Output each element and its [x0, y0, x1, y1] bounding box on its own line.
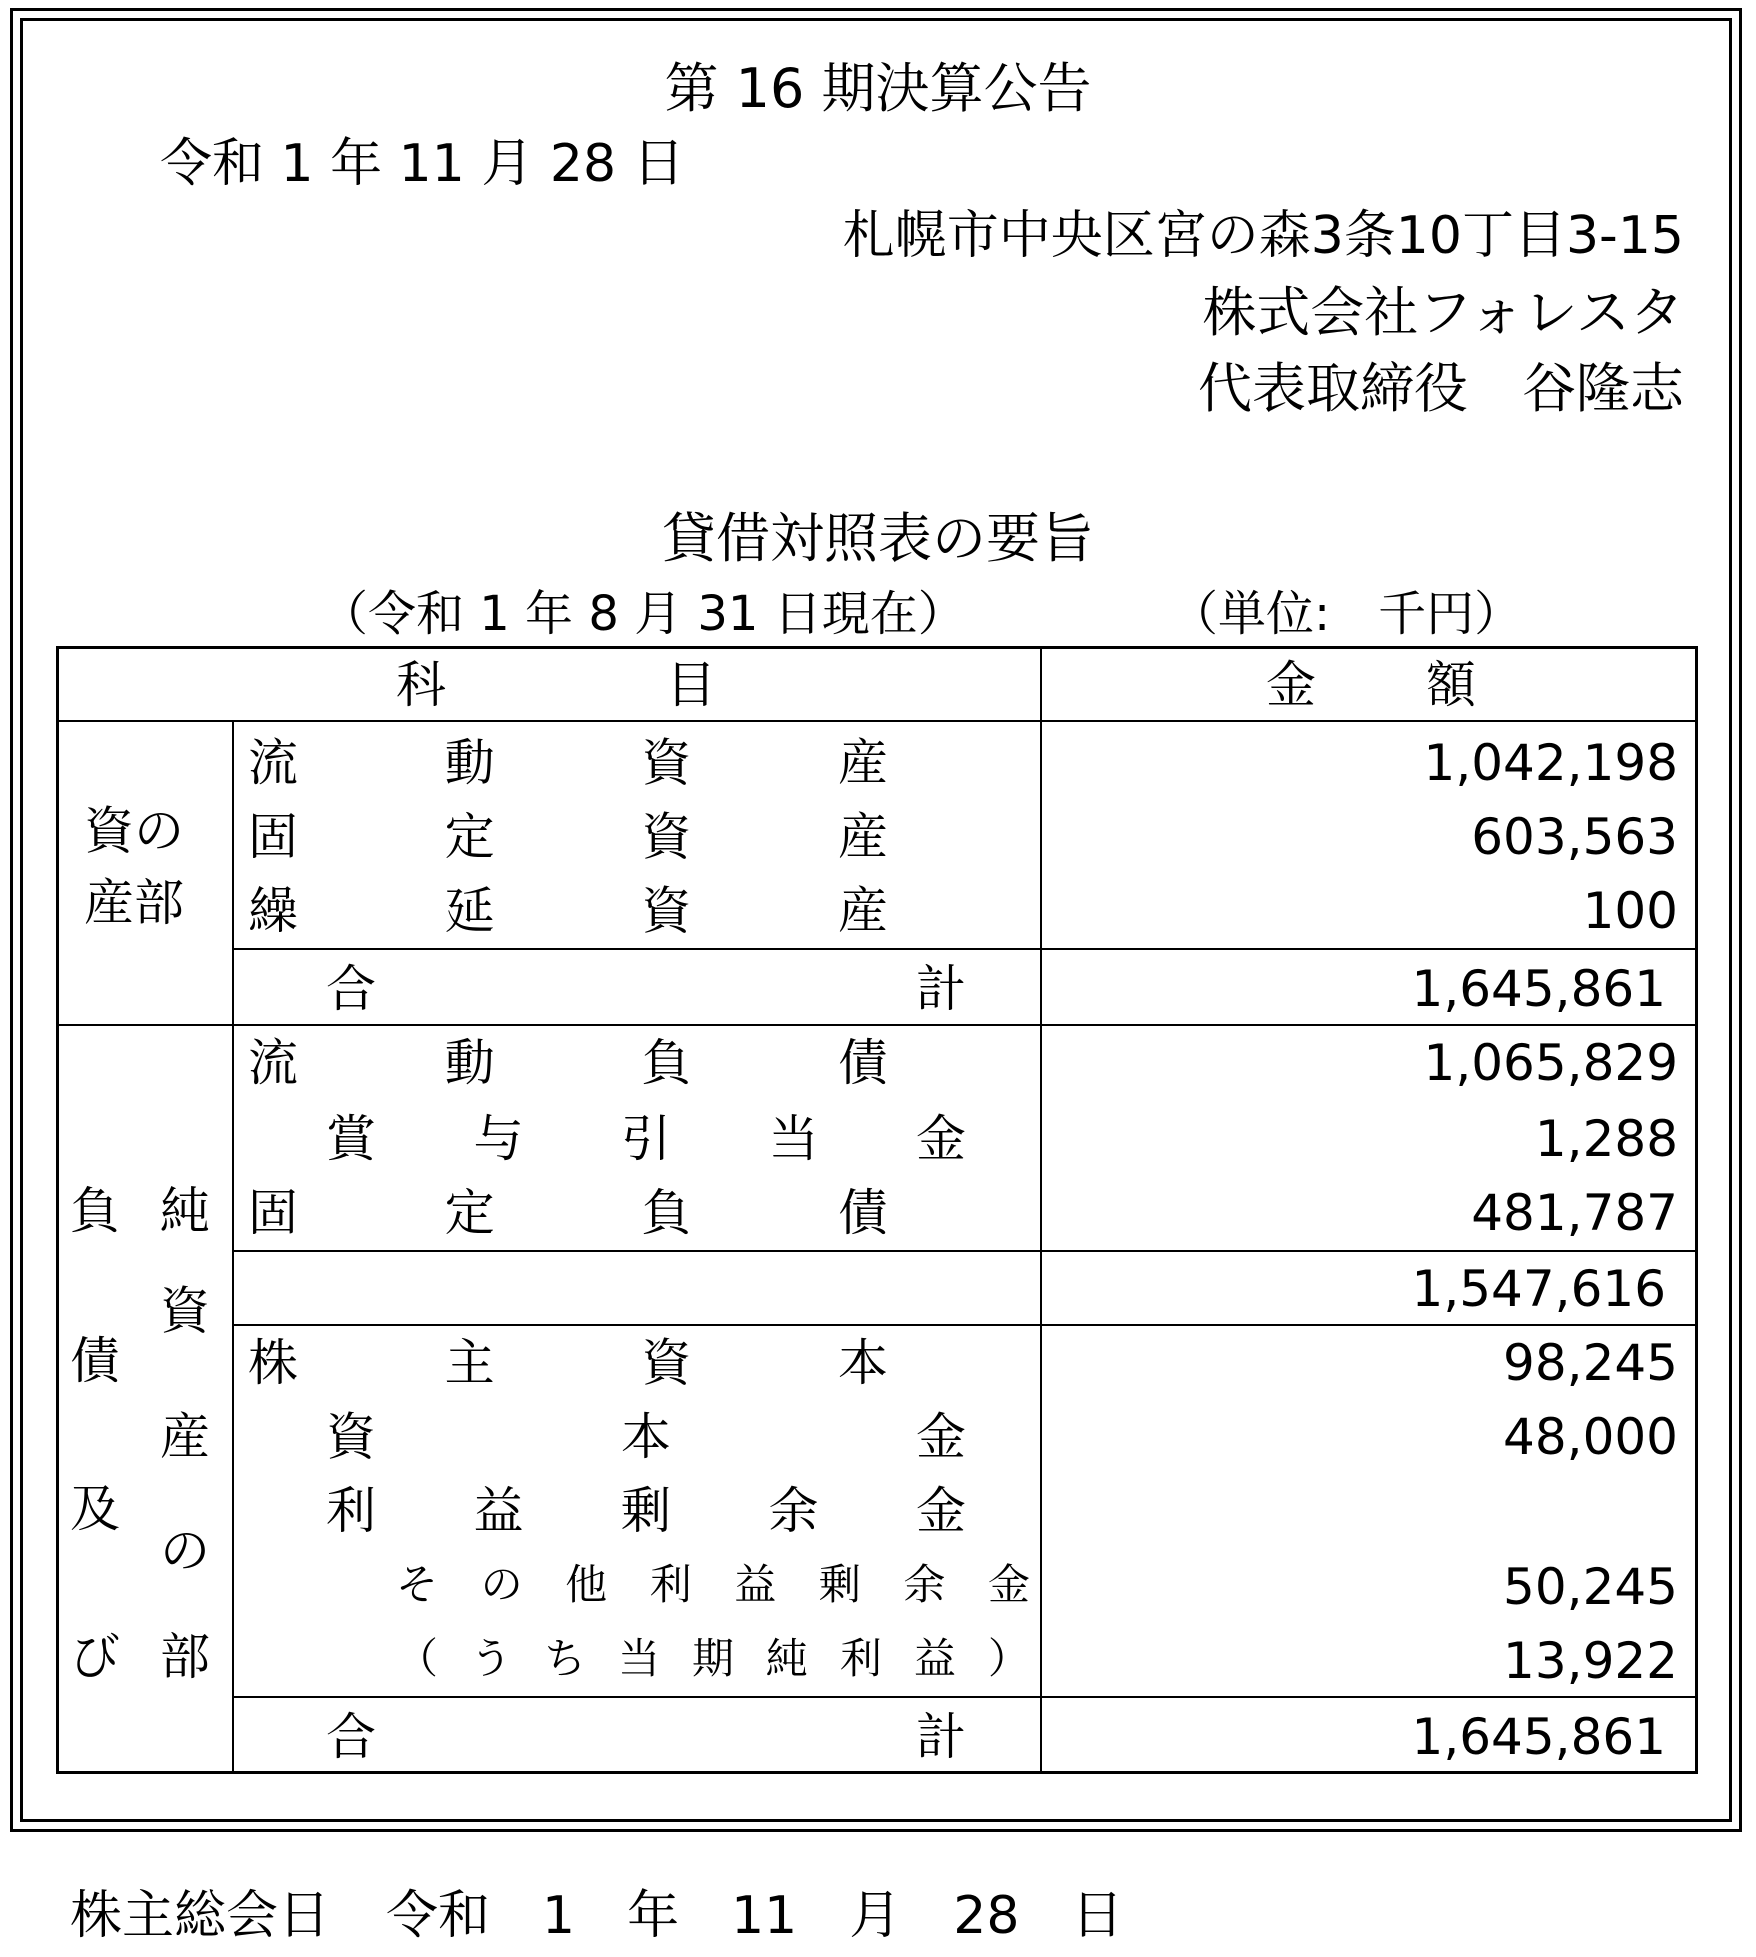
notice-date: 令和 1 年 11 月 28 日	[160, 134, 685, 194]
equity-divider	[232, 1324, 1698, 1326]
liab-group-char-2: 債	[70, 1332, 120, 1390]
table-border-left	[56, 646, 59, 1774]
row-label-fixed-assets: 固 定 資 産	[248, 808, 888, 866]
row-label-retained-earnings: 利 益 剰 余 金	[326, 1482, 966, 1540]
company-name: 株式会社フォレスタ	[1202, 281, 1684, 344]
column-header-amount: 金 額	[1266, 656, 1476, 714]
representative: 代表取締役 谷隆志	[1198, 357, 1684, 420]
table-border-top	[56, 646, 1698, 649]
assets-group-label-1: 資の	[84, 802, 184, 860]
balance-sheet-unit: （単位: 千円）	[1170, 586, 1523, 642]
section-divider	[56, 1024, 1698, 1026]
row-label-fixed-liab: 固 定 負 債	[248, 1184, 888, 1242]
value-deferred-assets: 100	[1582, 882, 1678, 940]
header-divider	[56, 720, 1698, 722]
table-border-right	[1695, 646, 1698, 1774]
shareholders-meeting-date: 令和 1 年 11 月 28 日	[386, 1886, 1124, 1946]
value-current-liab: 1,065,829	[1423, 1034, 1678, 1092]
liab-group-char-1: 負	[70, 1182, 120, 1240]
value-liab-total: 1,645,861	[1411, 1708, 1666, 1766]
company-address: 札幌市中央区宮の森3条10丁目3-15	[842, 206, 1684, 266]
netassets-group-char-5: 部	[160, 1628, 210, 1686]
netassets-group-char-1: 純	[160, 1182, 210, 1240]
row-label-other-retained: そ の 他 利 益 剰 余 金	[396, 1560, 1030, 1609]
value-fixed-liab: 481,787	[1471, 1184, 1678, 1242]
row-label-net-income: （ う ち 当 期 純 利 益 ）	[396, 1634, 1030, 1683]
value-fixed-assets: 603,563	[1471, 808, 1678, 866]
row-label-liab-total: 合 計	[326, 1708, 966, 1766]
row-label-capital: 資 本 金	[326, 1408, 966, 1466]
assets-group-label-2: 産部	[84, 874, 184, 932]
liab-subtotal-divider	[232, 1250, 1698, 1252]
row-label-current-liab: 流 動 負 債	[248, 1034, 888, 1092]
row-label-shareholders-equity: 株 主 資 本	[248, 1334, 888, 1392]
value-current-assets: 1,042,198	[1423, 734, 1678, 792]
amount-column-divider	[1040, 646, 1042, 1774]
liab-group-char-3: 及	[70, 1480, 120, 1538]
value-bonus-reserve: 1,288	[1534, 1110, 1678, 1168]
liab-group-char-4: び	[70, 1628, 120, 1686]
value-shareholders-equity: 98,245	[1503, 1334, 1678, 1392]
value-other-retained: 50,245	[1503, 1558, 1678, 1616]
netassets-group-char-2: 資	[160, 1282, 210, 1340]
value-net-income: 13,922	[1503, 1632, 1678, 1690]
liab-total-divider	[232, 1696, 1698, 1698]
row-label-bonus-reserve: 賞 与 引 当 金	[326, 1110, 966, 1168]
assets-total-divider	[232, 948, 1698, 950]
row-label-current-assets: 流 動 資 産	[248, 734, 888, 792]
row-label-assets-total: 合 計	[326, 960, 966, 1018]
group-column-divider	[232, 720, 234, 1774]
notice-title: 第 16 期決算公告	[664, 57, 1092, 120]
value-capital: 48,000	[1503, 1408, 1678, 1466]
column-header-item: 科 目	[396, 656, 716, 714]
netassets-group-char-3: 産	[160, 1408, 210, 1466]
shareholders-meeting-label: 株主総会日	[70, 1886, 331, 1946]
balance-sheet-title: 貸借対照表の要旨	[662, 507, 1094, 570]
row-label-deferred-assets: 繰 延 資 産	[248, 882, 888, 940]
balance-sheet-as-of: （令和 1 年 8 月 31 日現在）	[320, 586, 966, 642]
value-liab-subtotal: 1,547,616	[1411, 1260, 1666, 1318]
shareholders-meeting	[70, 1886, 1124, 1946]
value-assets-total: 1,645,861	[1411, 960, 1666, 1018]
table-border-bottom	[56, 1771, 1698, 1774]
balance-sheet-table	[56, 646, 1698, 1774]
netassets-group-char-4: の	[160, 1522, 210, 1580]
